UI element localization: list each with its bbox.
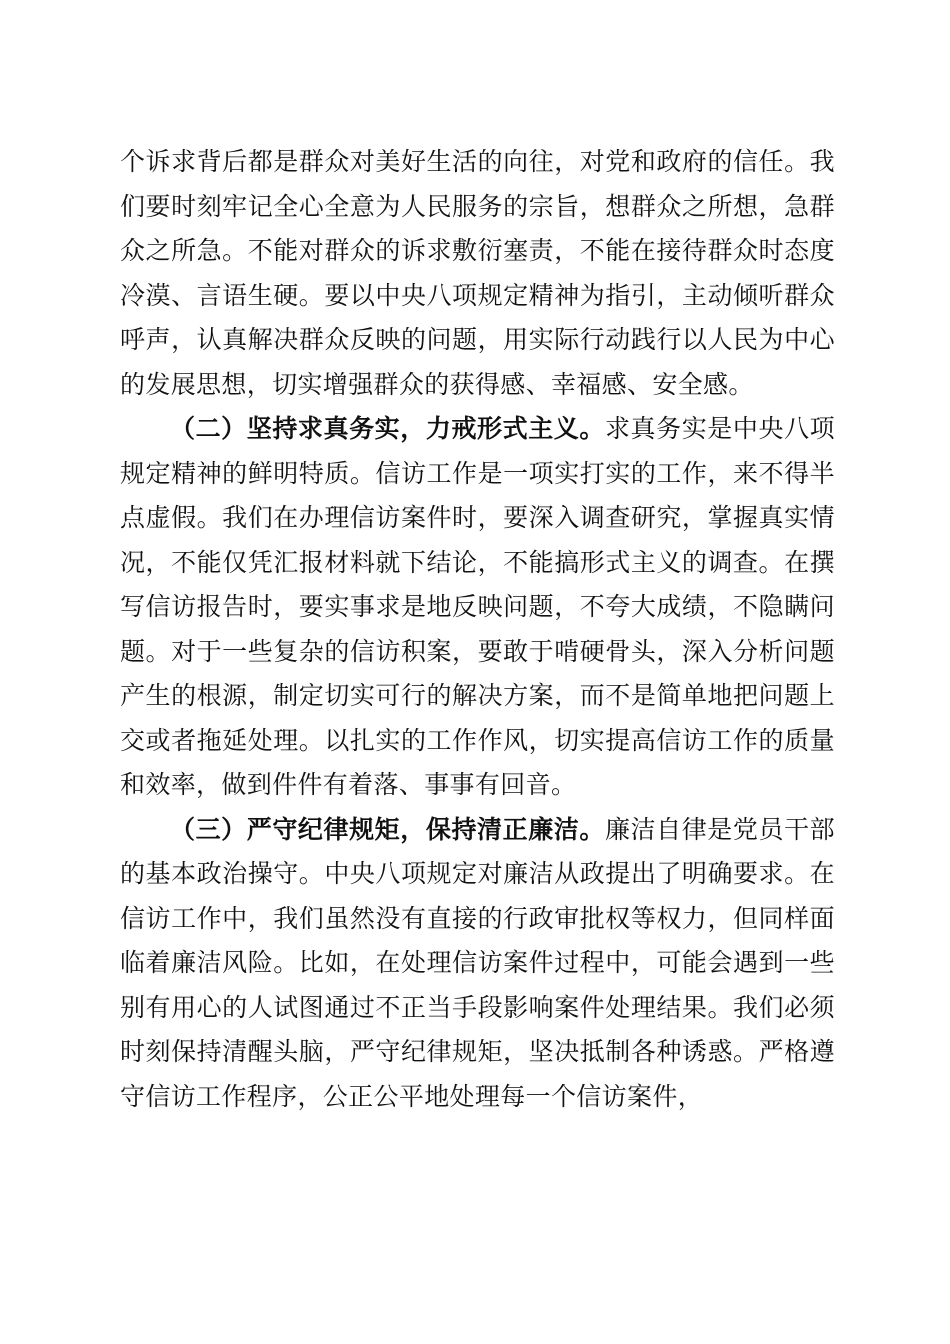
section-heading: （三）严守纪律规矩，保持清正廉洁。 [170,814,605,844]
paragraph-section-2 [120,407,835,808]
paragraph-body: 廉洁自律是党员干部的基本政治操守。中央八项规定对廉洁从政提出了明确要求。在信访工作中，我们虽然没有直接的行政审批权等权力，但同样面临着廉洁风险。比如，在处理信访案件过程中，可能会遇到一些别有用心的人试图通过不正当手段影响案件处理结果。我们必须时刻保持清醒头脑，严守纪律规矩，坚决抵制各种诱惑。严格遵守信访工作程序，公正公平地处理每一个信访案件， [120,814,836,1111]
section-heading: （二）坚持求真务实，力戒形式主义。 [170,414,605,443]
paragraph-body: 求真务实是中央八项规定精神的鲜明特质。信访工作是一项实打实的工作，来不得半点虚假。我们在办理信访案件时，要深入调查研究，掌握真实情况，不能仅凭汇报材料就下结论，不能搞形式主义的调查。在撰写信访报告时，要实事求是地反映问题，不夸大成绩，不隐瞒问题。对于一些复杂的信访积案，要敢于啃硬骨头，深入分析问题产生的根源，制定切实可行的解决方案，而不是简单地把问题上交或者拖延处理。以扎实的工作作风，切实提高信访工作的质量和效率，做到件件有着落、事事有回音。 [120,414,836,799]
document-body [120,140,835,1119]
paragraph-body: 个诉求背后都是群众对美好生活的向往，对党和政府的信任。我们要时刻牢记全心全意为人民服务的宗旨，想群众之所想，急群众之所急。不能对群众的诉求敷衍塞责，不能在接待群众时态度冷漠、言语生硬。要以中央八项规定精神为指引，主动倾听群众呼声，认真解决群众反映的问题，用实际行动践行以人民为中心的发展思想，切实增强群众的获得感、幸福感、安全感。 [120,147,835,399]
paragraph-section-3 [120,808,835,1120]
paragraph-continuation [120,140,835,407]
